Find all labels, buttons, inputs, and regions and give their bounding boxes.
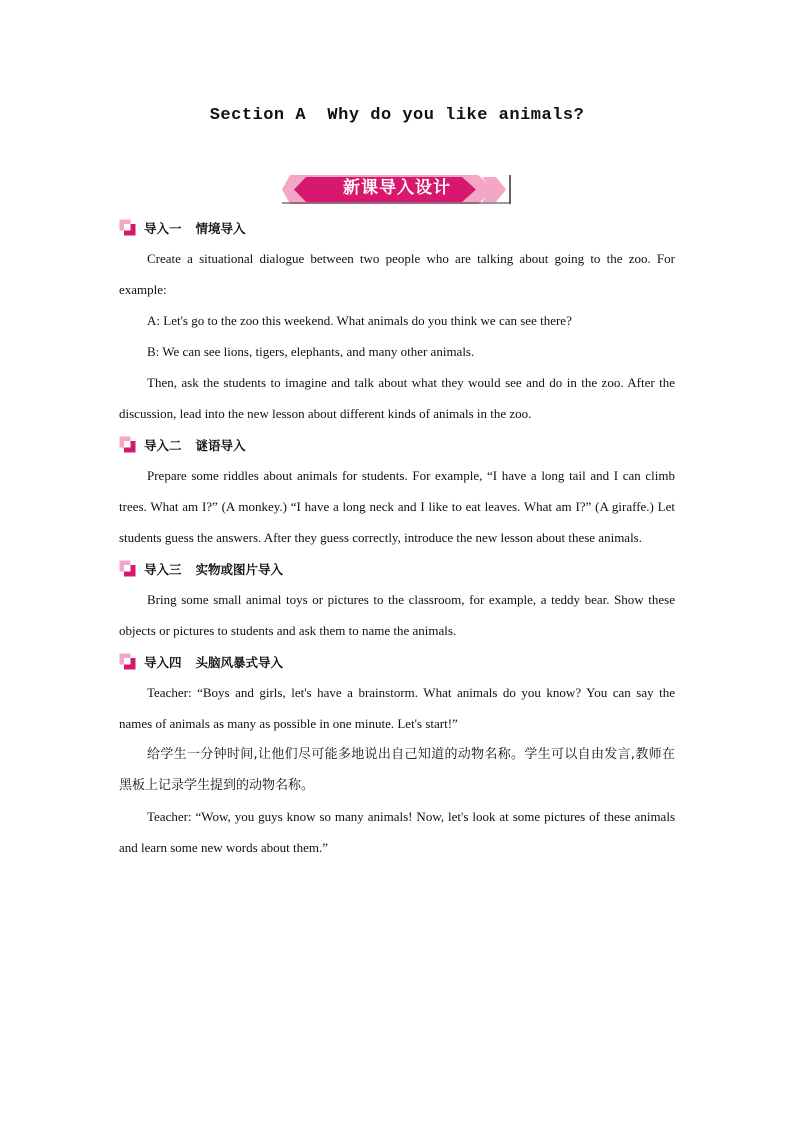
section-number: 导入三 [144, 561, 182, 577]
pink-square-bullet-icon [119, 560, 136, 577]
banner-title: 新课导入设计 [343, 178, 451, 198]
paragraph: Then, ask the students to imagine and talk about what they would see and do in the zoo. After the discussion, lead into the new lesson about different kinds of animals in the zoo. [119, 375, 675, 421]
section-heading-2 [119, 429, 675, 460]
section-number: 导入一 [144, 220, 182, 236]
section-heading-3 [119, 553, 675, 584]
paragraph: Teacher: “Boys and girls, let's have a brainstorm. What animals do you know? You can say the names of animals as many as possible in one minute. Let's start!” [119, 685, 675, 731]
pink-square-bullet-icon [119, 653, 136, 670]
section-name: 实物或图片导入 [195, 561, 284, 577]
section-number: 导入二 [144, 437, 182, 453]
paragraph: B: We can see lions, tigers, elephants, and many other animals. [147, 344, 475, 359]
section-heading-4 [119, 646, 675, 677]
section-name: 谜语导入 [195, 437, 246, 453]
page-title: Section A Why do you like animals? [209, 106, 585, 125]
section-heading-1 [119, 212, 675, 243]
paragraph: Prepare some riddles about animals for students. For example, “I have a long tail and I can climb trees. What am I?” (A monkey.) “I have a long neck and I like to eat leaves. What am I?” (A giraffe.) Let students guess the answers. After they guess correctly, introduce the new lesson about these animals. [119, 468, 675, 545]
section-banner [282, 175, 512, 204]
pink-square-bullet-icon [119, 436, 136, 453]
content-body [119, 212, 675, 863]
paragraph-chinese: 给学生一分钟时间,让他们尽可能多地说出自己知道的动物名称。学生可以自由发言,教师在黑板上记录学生提到的动物名称。 [119, 747, 675, 793]
paragraph: Teacher: “Wow, you guys know so many animals! Now, let's look at some pictures of these animals and learn some new words about them.” [119, 809, 675, 855]
section-number: 导入四 [144, 654, 182, 670]
section-name: 情境导入 [195, 220, 246, 236]
paragraph: A: Let's go to the zoo this weekend. What animals do you think we can see there? [147, 313, 572, 328]
section-name: 头脑风暴式导入 [195, 654, 284, 670]
paragraph: Create a situational dialogue between two people who are talking about going to the zoo. For example: [119, 251, 675, 297]
paragraph: Bring some small animal toys or pictures to the classroom, for example, a teddy bear. Show these objects or pictures to students and ask them to name the animals. [119, 592, 675, 638]
pink-square-bullet-icon [119, 219, 136, 236]
